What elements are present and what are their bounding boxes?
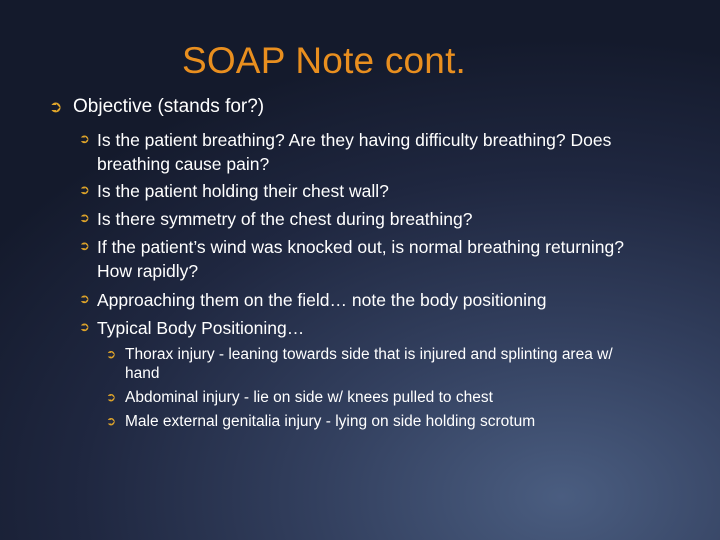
bullet-item-text: Is the patient holding their chest wall? — [97, 181, 389, 201]
bullet-item-text: Typical Body Positioning… — [97, 318, 305, 338]
bullet-item-text: If the patient’s wind was knocked out, is normal breathing returning? How rapidly? — [97, 237, 624, 281]
sub-bullet-item — [106, 388, 646, 407]
bullet-arrow-icon: ➲ — [79, 320, 90, 335]
slide-title: SOAP Note cont. — [181, 40, 467, 81]
bullet-item-text: Is the patient breathing? Are they having difficulty breathing? Does breathing cause pain? — [97, 130, 612, 174]
objective-heading — [49, 96, 264, 118]
bullet-item-text: Approaching them on the field… note the body positioning — [97, 290, 547, 310]
bullet-arrow-icon: ➲ — [106, 414, 117, 428]
bullet-arrow-icon: ➲ — [106, 390, 117, 404]
sub-bullet-item — [106, 345, 646, 383]
bullet-arrow-icon: ➲ — [79, 239, 90, 254]
bullet-arrow-icon: ➲ — [79, 211, 90, 226]
sub-bullet-item — [106, 412, 646, 431]
bullet-arrow-icon: ➲ — [49, 97, 63, 116]
bullet-item — [79, 207, 639, 231]
sub-bullet-item-text: Abdominal injury - lie on side w/ knees pulled to chest — [125, 389, 493, 406]
sub-bullet-item-text: Male external genitalia injury - lying on side holding scrotum — [125, 413, 536, 430]
bullet-arrow-icon: ➲ — [79, 132, 90, 147]
bullet-item — [79, 179, 639, 203]
bullet-arrow-icon: ➲ — [106, 347, 117, 361]
bullet-item — [79, 288, 639, 312]
bullet-item-text: Is there symmetry of the chest during breathing? — [97, 209, 473, 229]
bullet-item — [79, 235, 639, 283]
objective-heading-text: Objective (stands for?) — [73, 96, 265, 117]
sub-bullet-item-text: Thorax injury - leaning towards side that is injured and splinting area w/ hand — [125, 346, 613, 382]
bullet-arrow-icon: ➲ — [79, 183, 90, 198]
bullet-item — [79, 128, 639, 176]
bullet-arrow-icon: ➲ — [79, 292, 90, 307]
bullet-item — [79, 316, 639, 340]
